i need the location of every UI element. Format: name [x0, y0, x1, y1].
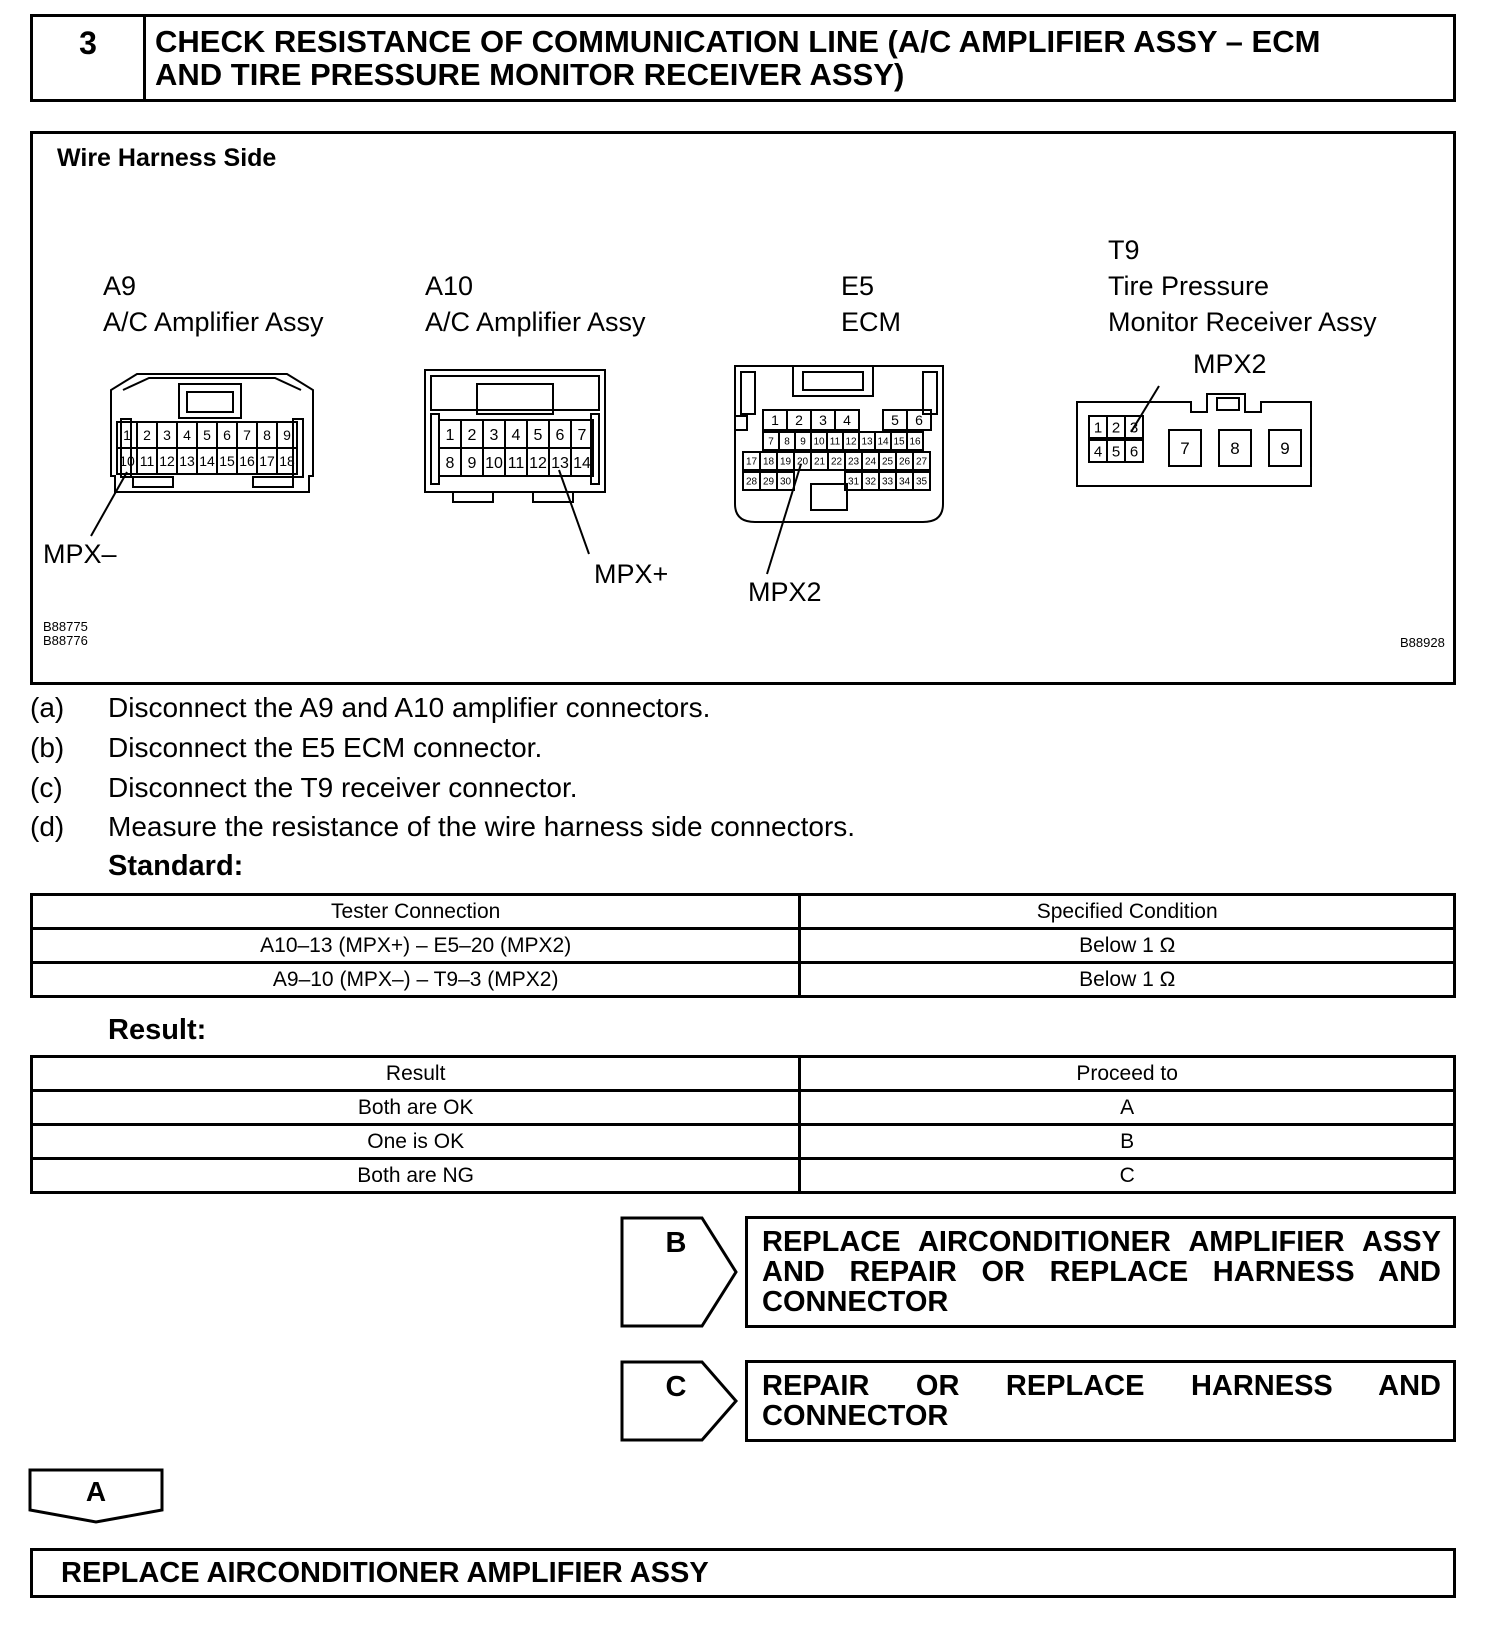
- table-cell: C: [800, 1159, 1455, 1193]
- procedure-text: Disconnect the A9 and A10 amplifier connectors.: [108, 692, 711, 723]
- table-header-cell: Proceed to: [800, 1057, 1455, 1091]
- a9-pin-label: 2: [143, 427, 151, 444]
- branch-a-letter: A: [85, 1476, 107, 1507]
- a9-name: A/C Amplifier Assy: [103, 307, 324, 337]
- t9-pin-label: 6: [1129, 443, 1139, 461]
- t9-large-pin-label: 9: [1280, 439, 1290, 459]
- t9-large-pin-label: 8: [1230, 439, 1240, 459]
- e5-name: ECM: [841, 307, 901, 337]
- step-number: 3: [33, 17, 146, 99]
- a10-code: A10: [425, 271, 474, 301]
- e5-pin-label: 33: [881, 476, 894, 488]
- branch-c-arrow: [620, 1360, 740, 1442]
- table-header-cell: Specified Condition: [800, 895, 1455, 929]
- table-cell: Below 1 Ω: [800, 929, 1455, 963]
- e5-signal-label: MPX2: [748, 577, 822, 607]
- e5-pin-label: 10: [813, 436, 825, 448]
- e5-pin-label: 15: [893, 436, 905, 448]
- procedure-text: Measure the resistance of the wire harness side connectors.: [108, 811, 856, 842]
- e5-pin-label: 27: [915, 456, 928, 468]
- step-title-line-2: AND TIRE PRESSURE MONITOR RECEIVER ASSY): [155, 57, 905, 92]
- procedure-letter: (a): [30, 692, 65, 723]
- a10-name: A/C Amplifier Assy: [425, 307, 646, 337]
- a10-pin-label: 12: [529, 454, 547, 472]
- t9-pin-label: 3: [1129, 419, 1139, 437]
- table-cell: Both are OK: [32, 1091, 800, 1125]
- branch-c-action: REPAIR OR REPLACE HARNESS AND CONNECTOR: [745, 1360, 1456, 1442]
- a9-connector: [111, 374, 313, 492]
- procedure-text: Disconnect the E5 ECM connector.: [108, 732, 543, 763]
- ref-code-left-2: B88776: [43, 633, 88, 648]
- a9-pin-label: 14: [199, 453, 215, 470]
- table-cell: A: [800, 1091, 1455, 1125]
- t9-pin-label: 4: [1093, 443, 1103, 461]
- table-row: [32, 1159, 1455, 1193]
- standard-table: [30, 893, 1456, 998]
- a9-pin-label: 17: [259, 453, 275, 470]
- e5-pin-label: 14: [877, 436, 889, 448]
- a10-signal-label: MPX+: [594, 559, 669, 589]
- t9-pin-label: 2: [1111, 419, 1121, 437]
- a10-pin-label: 2: [467, 426, 477, 444]
- a10-pin-label: 3: [489, 426, 499, 444]
- step-title: [155, 25, 1445, 91]
- table-cell: One is OK: [32, 1125, 800, 1159]
- e5-pin-label: 19: [779, 456, 792, 468]
- e5-pin-label: 31: [847, 476, 860, 488]
- e5-pin-label: 25: [881, 456, 894, 468]
- a9-pin-label: 18: [279, 453, 295, 470]
- e5-pin-label: 23: [847, 456, 860, 468]
- branch-b-action: REPLACE AIRCONDITIONER AMPLIFIER ASSY AND REPAIR OR REPLACE HARNESS AND CONNECTOR: [745, 1216, 1456, 1328]
- a10-pin-label: 6: [555, 426, 565, 444]
- e5-pin-label: 2: [795, 412, 803, 429]
- a9-pin-label: 15: [219, 453, 235, 470]
- a10-pin-label: 4: [511, 426, 521, 444]
- e5-pin-label: 30: [779, 476, 792, 488]
- a9-pin-label: 8: [263, 427, 271, 444]
- table-header-row: [32, 895, 1455, 929]
- a9-pin-label: 7: [243, 427, 251, 444]
- a10-pin-label: 1: [445, 426, 455, 444]
- table-cell: A10–13 (MPX+) – E5–20 (MPX2): [32, 929, 800, 963]
- e5-pin-label: 7: [768, 436, 774, 448]
- e5-pin-label: 5: [891, 412, 899, 429]
- e5-pin-label: 20: [796, 456, 809, 468]
- connector-drawings: [33, 134, 1453, 682]
- step-title-line-1: CHECK RESISTANCE OF COMMUNICATION LINE (A/C AMPLIFIER ASSY – ECM: [155, 24, 1321, 59]
- a9-pin-label: 3: [163, 427, 171, 444]
- a9-pin-label: 5: [203, 427, 211, 444]
- t9-leader-line: [1131, 386, 1159, 432]
- connector-figure: [30, 131, 1456, 685]
- a10-pin-label: 10: [485, 454, 503, 472]
- a9-pin-label: 13: [179, 453, 195, 470]
- e5-pin-label: 22: [830, 456, 843, 468]
- e5-pin-label: 34: [898, 476, 911, 488]
- table-row: [32, 929, 1455, 963]
- procedure-letter: (b): [30, 732, 65, 763]
- e5-pin-label: 13: [861, 436, 873, 448]
- a10-pin-label: 13: [551, 454, 569, 472]
- a9-pin-label: 12: [159, 453, 175, 470]
- t9-signal-label: MPX2: [1193, 349, 1267, 379]
- a9-pin-label: 4: [183, 427, 191, 444]
- e5-code: E5: [841, 271, 875, 301]
- table-row: [32, 1091, 1455, 1125]
- branch-c-letter: C: [665, 1371, 687, 1403]
- a9-signal-label: MPX–: [43, 539, 117, 569]
- e5-pin-label: 8: [784, 436, 790, 448]
- e5-pin-label: 1: [771, 412, 779, 429]
- a9-pin-label: 16: [239, 453, 255, 470]
- e5-pin-label: 4: [843, 412, 851, 429]
- result-label: Result:: [108, 1014, 207, 1046]
- table-row: [32, 1125, 1455, 1159]
- t9-pin-label: 1: [1093, 419, 1103, 437]
- a9-pin-label: 6: [223, 427, 231, 444]
- t9-pin-label: 5: [1111, 443, 1121, 461]
- branch-b-arrow: [620, 1216, 740, 1328]
- e5-pin-label: 9: [800, 436, 806, 448]
- t9-code: T9: [1108, 235, 1140, 265]
- a9-pin-label: 9: [283, 427, 291, 444]
- e5-pin-label: 16: [909, 436, 921, 448]
- step-header: [30, 14, 1456, 102]
- e5-pin-label: 6: [915, 412, 923, 429]
- a9-code: A9: [103, 271, 137, 301]
- t9-name-line-2: Monitor Receiver Assy: [1108, 307, 1377, 337]
- table-cell: Both are NG: [32, 1159, 800, 1193]
- a10-pin-label: 11: [507, 454, 525, 472]
- e5-pin-label: 32: [864, 476, 877, 488]
- ref-code-left-1: B88775: [43, 619, 88, 634]
- e5-pin-label: 12: [845, 436, 857, 448]
- e5-pin-label: 26: [898, 456, 911, 468]
- a9-leader-line: [91, 472, 127, 536]
- e5-pin-label: 17: [745, 456, 758, 468]
- a9-pin-label: 11: [139, 453, 155, 470]
- procedure-letter: (c): [30, 772, 63, 803]
- a10-leader-line: [559, 470, 589, 554]
- branch-a-tab: [28, 1468, 166, 1524]
- procedure-text: Disconnect the T9 receiver connector.: [108, 772, 578, 803]
- a9-pin-label: 10: [119, 453, 135, 470]
- table-cell: B: [800, 1125, 1455, 1159]
- a10-connector: [425, 370, 605, 502]
- table-header-row: [32, 1057, 1455, 1091]
- e5-pin-label: 35: [915, 476, 928, 488]
- ref-code-right: B88928: [1400, 635, 1445, 650]
- t9-connector: [1077, 394, 1311, 486]
- e5-pin-label: 3: [819, 412, 827, 429]
- t9-large-pin-label: 7: [1180, 439, 1190, 459]
- e5-pin-label: 18: [762, 456, 775, 468]
- table-cell: A9–10 (MPX–) – T9–3 (MPX2): [32, 963, 800, 997]
- a9-pin-label: 1: [123, 427, 131, 444]
- procedure-letter: (d): [30, 811, 65, 842]
- branch-b-letter: B: [665, 1227, 687, 1259]
- a10-pin-label: 9: [467, 454, 477, 472]
- e5-pin-label: 28: [745, 476, 758, 488]
- e5-pin-label: 24: [864, 456, 877, 468]
- e5-pin-label: 21: [813, 456, 826, 468]
- e5-connector: [735, 366, 943, 522]
- t9-name-line-1: Tire Pressure: [1108, 271, 1270, 301]
- a10-pin-label: 14: [573, 454, 591, 472]
- standard-label: Standard:: [108, 850, 244, 882]
- a10-pin-label: 5: [533, 426, 543, 444]
- table-header-cell: Tester Connection: [32, 895, 800, 929]
- a10-pin-label: 8: [445, 454, 455, 472]
- result-table: [30, 1055, 1456, 1194]
- a10-pin-label: 7: [577, 426, 587, 444]
- e5-pin-label: 11: [829, 436, 841, 448]
- table-row: [32, 963, 1455, 997]
- figure-heading: Wire Harness Side: [57, 144, 277, 172]
- table-cell: Below 1 Ω: [800, 963, 1455, 997]
- next-step-action: REPLACE AIRCONDITIONER AMPLIFIER ASSY: [30, 1548, 1456, 1598]
- e5-pin-label: 29: [762, 476, 775, 488]
- table-header-cell: Result: [32, 1057, 800, 1091]
